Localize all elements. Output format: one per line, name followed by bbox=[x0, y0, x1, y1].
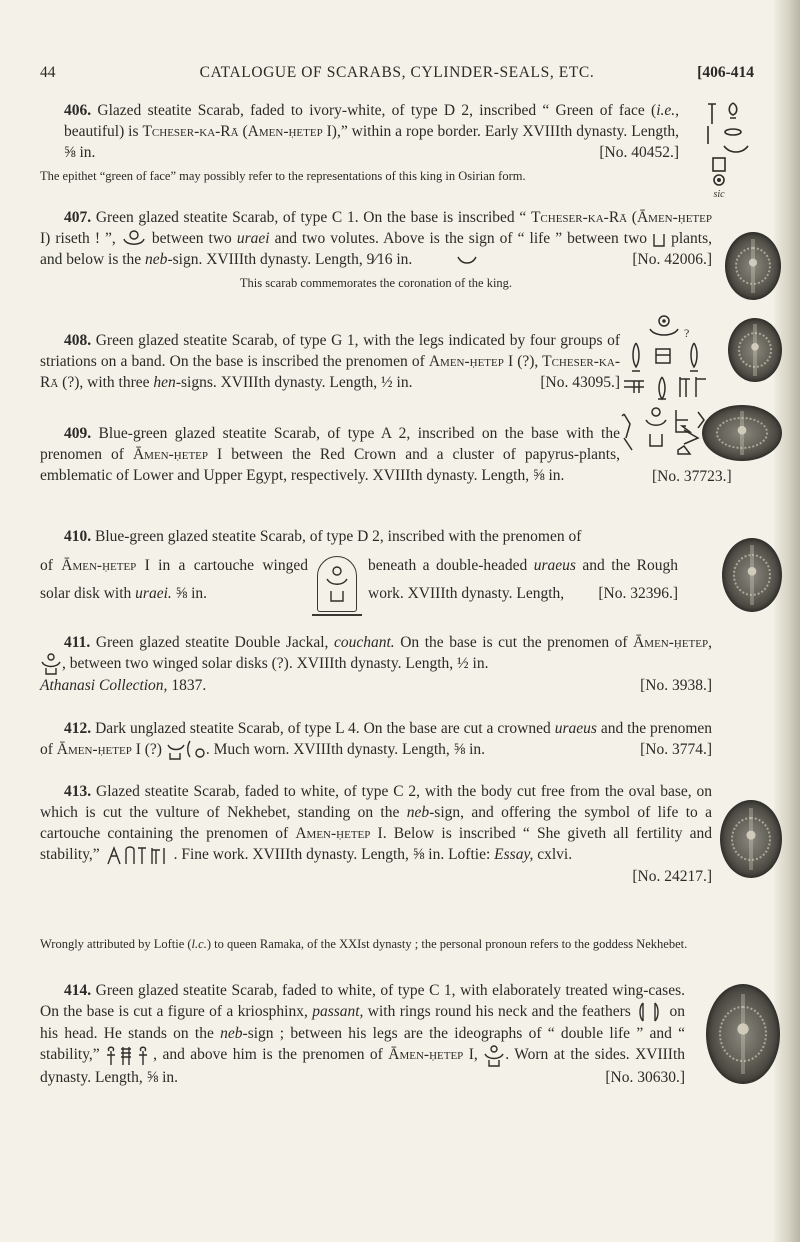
royal-name: Tcheser-ka-Rā (Amen-ḥetep I), bbox=[142, 123, 341, 140]
prenomen-cartouche-icon bbox=[318, 557, 356, 611]
prenomen-glyph-icon bbox=[40, 653, 62, 675]
page-number: 44 bbox=[40, 64, 56, 81]
collection-name: Athanasi Collection, bbox=[40, 677, 168, 695]
scarab-409-image bbox=[702, 405, 782, 461]
museum-number: [No. 3938.] bbox=[640, 677, 712, 695]
fertility-stability-glyphs-icon bbox=[104, 844, 174, 866]
scarab-410-image bbox=[722, 538, 782, 612]
museum-number: [No. 30630.] bbox=[605, 1068, 685, 1086]
entry-409: 409. Blue-green glazed steatite Scarab, of type A 2, inscribed on the base with the prenomen of Āmen-ḥetep I between the Red Crown and a cluster of papyrus-plants, emblematic of Lower and Upper Egypt, respectively. XVIIIth dynasty. Length, ⅝ in. bbox=[40, 425, 620, 484]
museum-number: [No. 32396.] bbox=[598, 585, 678, 602]
green-of-face-hieroglyphs-icon bbox=[700, 100, 750, 200]
hieroglyph-group-408 bbox=[622, 315, 717, 405]
svg-text:?: ? bbox=[684, 326, 690, 340]
museum-number: [No. 42006.] bbox=[632, 251, 712, 268]
entry-410-right-column: beneath a double-headed uraeus and the Rough work. XVIIIth dynasty. Length, [No. 32396.] bbox=[368, 552, 678, 608]
plant-glyph-icon bbox=[652, 230, 666, 248]
museum-number: [No. 43095.] bbox=[540, 374, 620, 391]
royal-name: Āmen-ḥetep I (?) bbox=[56, 741, 162, 758]
entry-410-left-column: of Āmen-ḥetep I in a cartouche winged solar disk with uraei. ⅝ in. bbox=[40, 557, 308, 602]
prenomen-glyph-icon bbox=[483, 1045, 505, 1067]
running-header bbox=[40, 64, 754, 86]
entry-411: 411. Green glazed steatite Double Jackal, couchant. On the base is cut the prenomen of Āmen-ḥetep, , between two winged solar disks (?). XVIIIth dynasty. Length, ½ in. Athanasi Collection, 1837. [No. 3938.] bbox=[40, 634, 712, 695]
running-title: CATALOGUE OF SCARABS, CYLINDER-SEALS, ETC. bbox=[199, 64, 595, 81]
page-edge-shadow bbox=[774, 0, 800, 1242]
prenomen-hen-signs-icon bbox=[622, 315, 717, 405]
entry-413: 413. Glazed steatite Scarab, faded to white, of type C 2, with the body cut free from the oval base, on which is cut the vulture of Nekhebet, standing on the neb-sign, and offering the symbol of life to a cartouche containing the prenomen of Amen-ḥetep I. Below is inscribed “ She giveth all fertility and stability,” . Fine work. XVIIIth dynasty. Length, ⅝ in. Loftie: Essay, cxlvi. [No. 24217.] bbox=[40, 783, 712, 886]
entry-412: 412. Dark unglazed steatite Scarab, of type L 4. On the base are cut a crowned uraeus and the prenomen of Āmen-ḥetep I (?) . Much worn. XVIIIth dynasty. Length, ⅝ in. [No. 3774.] bbox=[40, 718, 712, 761]
svg-text:sic: sic bbox=[713, 189, 725, 200]
note-406: The epithet “green of face” may possibly refer to the representations of this king in Osirian form. bbox=[40, 169, 526, 183]
museum-number: [No. 40452.] bbox=[599, 144, 679, 161]
royal-name: Āmen-ḥetep, bbox=[633, 634, 712, 651]
hieroglyph-column-406 bbox=[700, 100, 750, 200]
royal-name: Āmen-ḥetep I, bbox=[388, 1046, 478, 1064]
entry-407: 407. Green glazed steatite Scarab, of type C 1. On the base is inscribed “ Tcheser-ka-Rā (Āmen-ḥetep I) riseth ! ”, between two uraei and two volutes. Above is the sign of “ life ” between two plants, and below is the neb-sign. XVIIIth dynasty. Length, 9⁄16 in. [No. 42006.] bbox=[40, 209, 713, 268]
museum-number: [No. 24217.] bbox=[632, 868, 712, 886]
cartouche-410-icon bbox=[317, 556, 357, 612]
entry-406: 406. Glazed steatite Scarab, faded to ivory-white, of type D 2, inscribed “ Green of face (i.e., beautiful) is Tcheser-ka-Rā (Amen-ḥetep I),” within a rope border. Early XVIIIth dynasty. Length, ⅝ in. [No. 40452.] bbox=[64, 102, 680, 161]
museum-number-409: [No. 37723.] bbox=[652, 468, 732, 485]
scarab-414-image bbox=[706, 984, 780, 1084]
entry-414: 414. Green glazed steatite Scarab, faded to white, of type C 1, with elaborately treated wing-cases. On the base is cut a figure of a kriosphinx, passant, with rings round his neck and the feathers on his head. He stands on the neb-sign ; between his legs are the ideographs of “ double life ” and “ stability,” , and above him is the prenomen of Āmen-ḥetep I, . Worn at the sides. XVIIIth dynasty. Length, ⅝ in. [No. 30630.] bbox=[40, 982, 686, 1086]
scarab-408-image bbox=[728, 318, 782, 382]
scarab-413-image bbox=[720, 800, 782, 878]
entry-range: [406-414 bbox=[697, 64, 754, 81]
life-stability-glyphs-icon bbox=[105, 1045, 153, 1067]
uraeus-prenomen-glyph-icon bbox=[166, 739, 206, 761]
royal-name: Tcheser-ka-Rā (Āmen-ḥetep I) bbox=[40, 209, 712, 247]
note-407: This scarab commemorates the coronation of the king. bbox=[239, 276, 513, 290]
sun-ka-glyph-icon bbox=[121, 230, 147, 248]
neb-basket-glyph-icon bbox=[456, 253, 478, 267]
feathers-glyph-icon bbox=[635, 1001, 665, 1023]
entry-410: 410. Blue-green glazed steatite Scarab, of type D 2, inscribed with the prenomen of bbox=[64, 528, 582, 545]
entry-408: 408. Green glazed steatite Scarab, of type G 1, with the legs indicated by four groups of striations on a band. On the base is inscribed the prenomen of Amen-ḥetep I (?), Tcheser-ka-Rā (?), with three hen-signs. XVIIIth dynasty. Length, ½ in. [No. 43095.] bbox=[40, 332, 620, 391]
entry-number: 406. bbox=[64, 102, 92, 119]
royal-name: Amen-ḥetep I (?), Tcheser-ka-Rā (?), bbox=[40, 353, 620, 391]
scarab-407-image bbox=[725, 232, 781, 300]
royal-name: Āmen-ḥetep I bbox=[132, 446, 223, 463]
note-413: Wrongly attributed by Loftie (l.c.) to queen Ramaka, of the XXIst dynasty ; the personal pronoun refers to the goddess Nekhebet. bbox=[40, 937, 688, 951]
museum-number: [No. 3774.] bbox=[640, 741, 712, 758]
royal-name: Amen-ḥetep I. bbox=[295, 825, 387, 842]
